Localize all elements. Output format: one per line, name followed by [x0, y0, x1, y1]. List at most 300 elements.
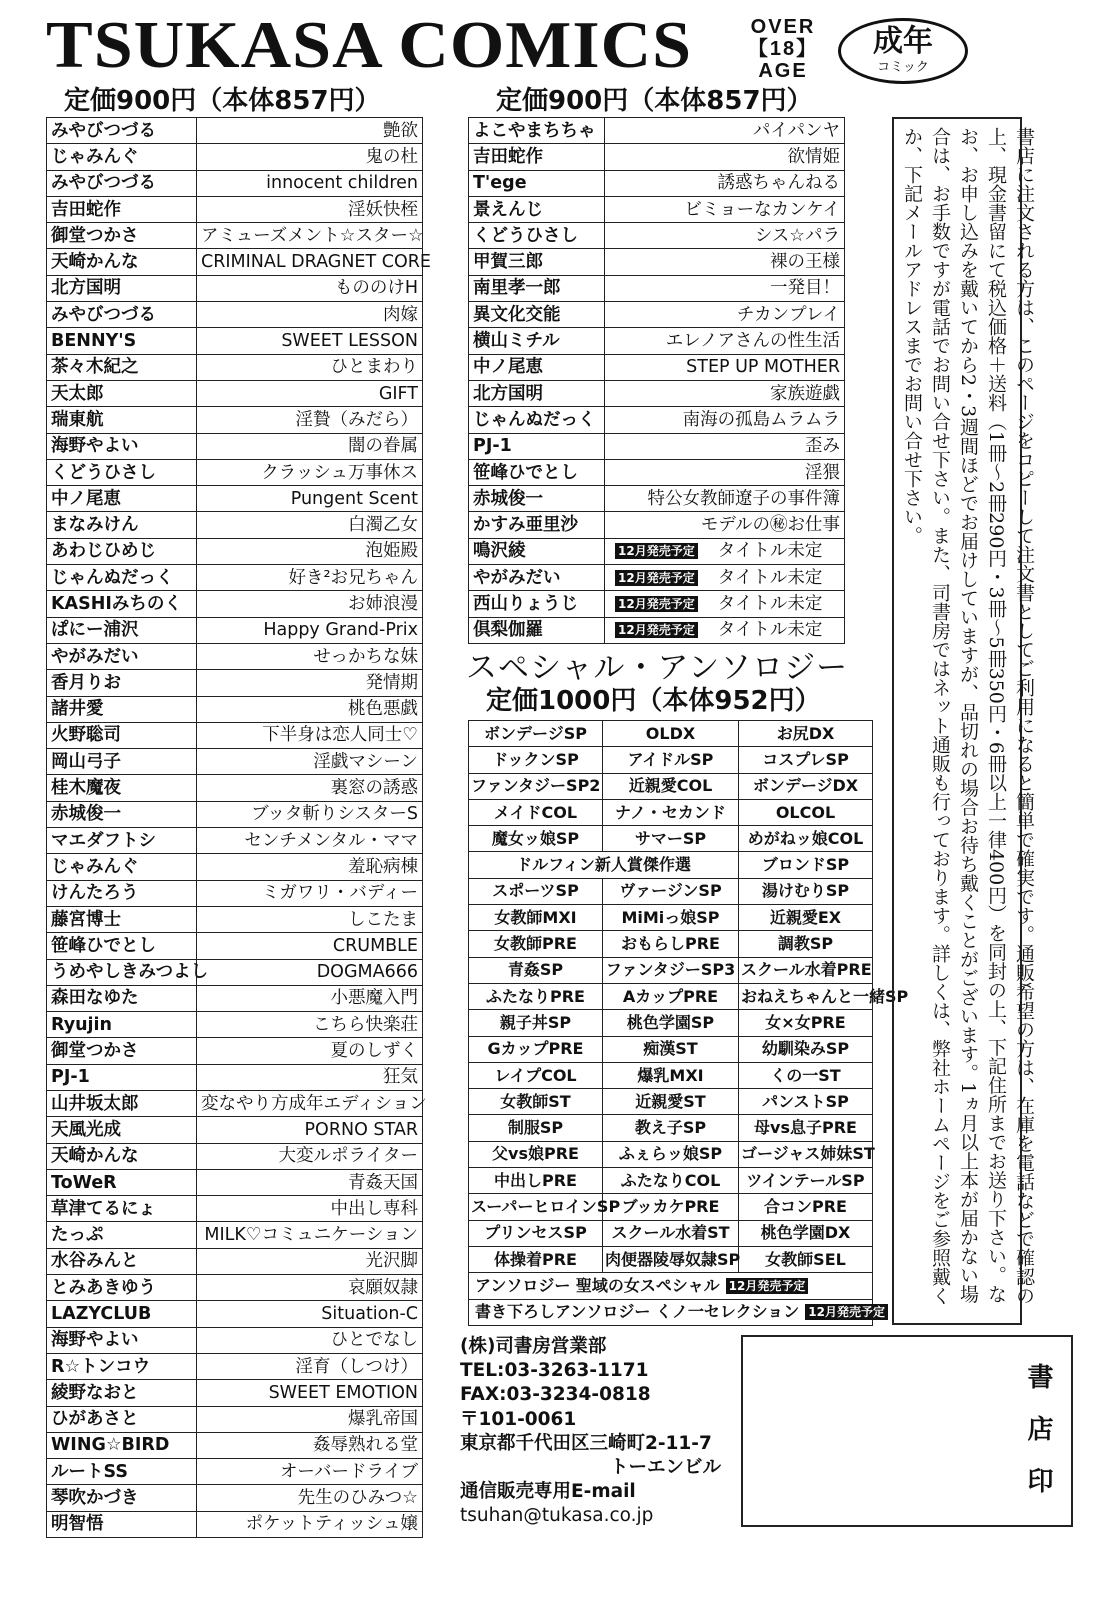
- author-cell: うめやしきみつよし: [47, 959, 197, 985]
- table-row: [469, 591, 845, 617]
- table-row: [47, 486, 423, 512]
- title-cell: [605, 617, 845, 643]
- title-cell: CRIMINAL DRAGNET CORE: [197, 249, 423, 275]
- author-cell: 吉田蛇作: [469, 144, 605, 170]
- table-row: [469, 249, 845, 275]
- release-tag: 12月発売予定: [615, 622, 698, 638]
- title-cell: [605, 565, 845, 591]
- author-cell: Ryujin: [47, 1012, 197, 1038]
- table-row: [47, 617, 423, 643]
- author-cell: ToWeR: [47, 1169, 197, 1195]
- title-cell: 艶欲: [197, 118, 423, 144]
- title-cell: ひとでなし: [197, 1327, 423, 1353]
- author-cell: あわじひめじ: [47, 538, 197, 564]
- table-row: [47, 1117, 423, 1143]
- anthology-cell: ドックンSP: [469, 747, 603, 773]
- title-cell: [605, 354, 845, 380]
- title-text: 誘惑ちゃんねる: [717, 173, 840, 194]
- title-cell: 淫妖快桎: [197, 196, 423, 222]
- table-row: [469, 565, 845, 591]
- title-cell: 発情期: [197, 670, 423, 696]
- anthology-cell: おもらしPRE: [603, 931, 739, 957]
- author-cell: 御堂つかさ: [47, 223, 197, 249]
- table-row: [469, 1036, 873, 1062]
- table-row: [47, 1222, 423, 1248]
- anthology-cell: ブロンドSP: [739, 852, 873, 878]
- author-cell: くどうひさし: [47, 459, 197, 485]
- author-cell: 草津てるにょ: [47, 1196, 197, 1222]
- table-row: [47, 933, 423, 959]
- table-row: [469, 957, 873, 983]
- title-cell: [605, 328, 845, 354]
- author-cell: 赤城俊一: [47, 801, 197, 827]
- title-text: 歪み: [805, 436, 840, 457]
- anthology-cell: 女教師SEL: [739, 1246, 873, 1272]
- title-cell: CRUMBLE: [197, 933, 423, 959]
- table-row: [47, 1064, 423, 1090]
- table-row: [47, 275, 423, 301]
- table-row: [47, 328, 423, 354]
- author-cell: KASHIみちのく: [47, 591, 197, 617]
- title-cell: 下半身は恋人同士♡: [197, 722, 423, 748]
- table-row: [469, 1299, 873, 1325]
- bookstore-stamp-box: [741, 1335, 1073, 1527]
- title-cell: センチメンタル・ママ: [197, 828, 423, 854]
- author-cell: ぱにー浦沢: [47, 617, 197, 643]
- author-cell: 茶々木紀之: [47, 354, 197, 380]
- table-row: [469, 1010, 873, 1036]
- table-row: [47, 1012, 423, 1038]
- title-cell: MILK♡コミュニケーション: [197, 1222, 423, 1248]
- title-cell: GIFT: [197, 380, 423, 406]
- anthology-cell: ヴァージンSP: [603, 878, 739, 904]
- title-text: タイトル未定: [717, 541, 823, 562]
- title-cell: こちら快楽荘: [197, 1012, 423, 1038]
- author-cell: 西山りょうじ: [469, 591, 605, 617]
- author-cell: 天風光成: [47, 1117, 197, 1143]
- table-row: [47, 1353, 423, 1379]
- author-cell: まなみけん: [47, 512, 197, 538]
- table-row: [47, 1485, 423, 1511]
- anthology-cell: 肉便器陵辱奴隷SP: [603, 1246, 739, 1272]
- title-cell: 姦辱熟れる堂: [197, 1432, 423, 1458]
- title-cell: 闇の眷属: [197, 433, 423, 459]
- table-row: [47, 906, 423, 932]
- title-cell: 羞恥病棟: [197, 854, 423, 880]
- table-row: [469, 721, 873, 747]
- author-cell: 桂木魔夜: [47, 775, 197, 801]
- table-row: [47, 591, 423, 617]
- anthology-cell: ふたなりCOL: [603, 1168, 739, 1194]
- release-tag: 12月発売予定: [615, 543, 698, 559]
- table-row: [469, 433, 845, 459]
- author-cell: 藤宮博士: [47, 906, 197, 932]
- title-cell: 変なやり方成年エディション: [197, 1090, 423, 1116]
- special-anthology-title: スペシャル・アンソロジー: [466, 650, 849, 686]
- adult-mark-subtext: コミック: [877, 60, 929, 75]
- table-row: [469, 931, 873, 957]
- table-row: [47, 407, 423, 433]
- title-text: エレノアさんの性生活: [665, 331, 840, 352]
- author-cell: BENNY'S: [47, 328, 197, 354]
- age-badge-line: OVER: [750, 16, 816, 38]
- title-text: パイパンヤ: [752, 120, 840, 141]
- table-row: [469, 983, 873, 1009]
- table-row: [469, 1115, 873, 1141]
- author-cell: ひがあさと: [47, 1406, 197, 1432]
- author-cell: 天太郎: [47, 380, 197, 406]
- author-cell: WING☆BIRD: [47, 1432, 197, 1458]
- age-badge: [736, 16, 830, 82]
- author-cell: けんたろう: [47, 880, 197, 906]
- anthology-cell: スクール水着PRE: [739, 957, 873, 983]
- title-cell: DOGMA666: [197, 959, 423, 985]
- anthology-cell: 親子丼SP: [469, 1010, 603, 1036]
- table-row: [47, 170, 423, 196]
- author-cell: 海野やよい: [47, 1327, 197, 1353]
- title-cell: Happy Grand-Prix: [197, 617, 423, 643]
- table-row: [469, 1168, 873, 1194]
- author-cell: マエダフトシ: [47, 828, 197, 854]
- table-row: [469, 852, 873, 878]
- anthology-cell: ボンデージSP: [469, 721, 603, 747]
- title-cell: [605, 538, 845, 564]
- title-cell: ミガワリ・バディー: [197, 880, 423, 906]
- table-row: [47, 722, 423, 748]
- table-row: [469, 538, 845, 564]
- anthology-cell: コスプレSP: [739, 747, 873, 773]
- anthology-cell: 痴漢ST: [603, 1036, 739, 1062]
- table-row: [469, 380, 845, 406]
- anthology-title: 書き下ろしアンソロジー くノ一セレクション: [475, 1301, 800, 1321]
- table-row: [47, 854, 423, 880]
- title-cell: [605, 433, 845, 459]
- anthology-cell: ナノ・セカンド: [603, 799, 739, 825]
- author-cell: じゃんぬだっく: [47, 565, 197, 591]
- table-row: [47, 670, 423, 696]
- anthology-cell: スクール水着ST: [603, 1220, 739, 1246]
- author-cell: 南里孝一郎: [469, 275, 605, 301]
- anthology-cell: 中出しPRE: [469, 1168, 603, 1194]
- title-cell: [605, 144, 845, 170]
- table-row: [469, 354, 845, 380]
- order-info-box: [892, 117, 1035, 1325]
- title-cell: しこたま: [197, 906, 423, 932]
- anthology-cell: プリンセスSP: [469, 1220, 603, 1246]
- author-cell: 綾野なおと: [47, 1380, 197, 1406]
- anthology-cell: 合コンPRE: [739, 1194, 873, 1220]
- anthology-cell: 体操着PRE: [469, 1246, 603, 1272]
- title-cell: せっかちな妹: [197, 643, 423, 669]
- table-row: [469, 407, 845, 433]
- table-row: [47, 459, 423, 485]
- title-text: ビミョーなカンケイ: [684, 199, 840, 220]
- table-row: [47, 196, 423, 222]
- postal-code: 〒101-0061: [460, 1408, 577, 1430]
- author-cell: 岡山弓子: [47, 749, 197, 775]
- title-cell: [605, 249, 845, 275]
- table-row: [47, 249, 423, 275]
- anthology-cell: ドルフィン新人賞傑作選: [469, 852, 739, 878]
- author-cell: 異文化交能: [469, 302, 605, 328]
- author-cell: 北方国明: [469, 380, 605, 406]
- table-row: [47, 959, 423, 985]
- anthology-cell: OLCOL: [739, 799, 873, 825]
- age-badge-line: 【18】: [747, 38, 819, 60]
- anthology-cell: GカップPRE: [469, 1036, 603, 1062]
- table-row: [47, 643, 423, 669]
- anthology-cell: AカップPRE: [603, 983, 739, 1009]
- left-catalog-table: [46, 117, 431, 1538]
- table-row: [469, 144, 845, 170]
- title-cell: 小悪魔入門: [197, 985, 423, 1011]
- author-cell: 笹峰ひでとし: [469, 459, 605, 485]
- table-row: [47, 749, 423, 775]
- title-cell: 爆乳帝国: [197, 1406, 423, 1432]
- author-cell: じゃみんぐ: [47, 854, 197, 880]
- anthology-cell: 女×女PRE: [739, 1010, 873, 1036]
- title-cell: innocent children: [197, 170, 423, 196]
- author-cell: 海野やよい: [47, 433, 197, 459]
- anthology-cell: 魔女ッ娘SP: [469, 826, 603, 852]
- title-cell: ひとまわり: [197, 354, 423, 380]
- author-cell: じゃんぬだっく: [469, 407, 605, 433]
- title-cell: 桃色悪戯: [197, 696, 423, 722]
- title-cell: 光沢脚: [197, 1248, 423, 1274]
- table-row: [47, 1459, 423, 1485]
- title-cell: 夏のしずく: [197, 1038, 423, 1064]
- anthology-cell: ゴージャス姉妹ST: [739, 1141, 873, 1167]
- author-cell: 景えんじ: [469, 196, 605, 222]
- author-cell: 森田なゆた: [47, 985, 197, 1011]
- author-cell: 火野聡司: [47, 722, 197, 748]
- brand-title: TSUKASA COMICS: [46, 8, 693, 83]
- right-catalog-table: [468, 117, 845, 644]
- release-tag: 12月発売予定: [726, 1278, 809, 1294]
- anthology-cell: 調教SP: [739, 931, 873, 957]
- table-row: [47, 1143, 423, 1169]
- title-cell: [605, 512, 845, 538]
- title-cell: [605, 591, 845, 617]
- title-cell: 淫贄（みだら）: [197, 407, 423, 433]
- table-row: [47, 696, 423, 722]
- anthology-cell: ファンタジーSP2: [469, 773, 603, 799]
- table-row: [47, 1248, 423, 1274]
- title-cell: [605, 196, 845, 222]
- author-cell: みやびつづる: [47, 302, 197, 328]
- title-cell: SWEET LESSON: [197, 328, 423, 354]
- author-cell: やがみだい: [469, 565, 605, 591]
- anthology-cell: 父vs娘PRE: [469, 1141, 603, 1167]
- anthology-cell: 制服SP: [469, 1115, 603, 1141]
- anthology-cell: レイプCOL: [469, 1062, 603, 1088]
- release-tag: 12月発売予定: [615, 570, 698, 586]
- building: トーエンビル: [610, 1457, 722, 1479]
- author-cell: 吉田蛇作: [47, 196, 197, 222]
- title-text: 家族遊戯: [770, 383, 840, 404]
- table-row: [469, 1220, 873, 1246]
- table-row: [469, 826, 873, 852]
- release-tag: 12月発売予定: [805, 1304, 888, 1320]
- table-row: [469, 459, 845, 485]
- author-cell: 北方国明: [47, 275, 197, 301]
- title-cell: [605, 170, 845, 196]
- table-row: [47, 538, 423, 564]
- title-cell: ポケットティッシュ嬢: [197, 1511, 423, 1537]
- author-cell: 香月りお: [47, 670, 197, 696]
- table-row: [469, 328, 845, 354]
- title-text: 欲情姫: [787, 146, 840, 167]
- anthology-cell: ツインテールSP: [739, 1168, 873, 1194]
- title-cell: 淫戯マシーン: [197, 749, 423, 775]
- table-row: [469, 617, 845, 643]
- anthology-cell: 桃色学園SP: [603, 1010, 739, 1036]
- anthology-cell: お尻DX: [739, 721, 873, 747]
- author-cell: みやびつづる: [47, 170, 197, 196]
- table-row: [469, 1273, 873, 1299]
- table-row: [47, 118, 423, 144]
- title-text: 淫猥: [805, 462, 840, 483]
- anthology-cell: 教え子SP: [603, 1115, 739, 1141]
- anthology-cell: ファンタジーSP3: [603, 957, 739, 983]
- table-row: [47, 775, 423, 801]
- title-cell: [605, 459, 845, 485]
- table-row: [469, 747, 873, 773]
- anthology-cell: スーパーヒロインSP: [469, 1194, 603, 1220]
- title-cell: 大変ルポライター: [197, 1143, 423, 1169]
- anthology-cell: 青姦SP: [469, 957, 603, 983]
- table-row: [469, 799, 873, 825]
- anthology-cell: 近親愛COL: [603, 773, 739, 799]
- table-row: [47, 354, 423, 380]
- anthology-cell: ボンデージDX: [739, 773, 873, 799]
- table-row: [47, 512, 423, 538]
- author-cell: T'ege: [469, 170, 605, 196]
- email-link[interactable]: tsuhan@tukasa.co.jp: [460, 1505, 654, 1527]
- adult-comic-mark: [838, 18, 968, 84]
- stamp-label: 書店印: [1023, 1363, 1053, 1519]
- anthology-cell: メイドCOL: [469, 799, 603, 825]
- author-cell: 瑞東航: [47, 407, 197, 433]
- title-cell: 淫育（しつけ）: [197, 1353, 423, 1379]
- title-cell: アミューズメント☆スター☆: [197, 223, 423, 249]
- anthology-cell: パンストSP: [739, 1089, 873, 1115]
- author-cell: PJ-1: [47, 1064, 197, 1090]
- title-text: 一発目！: [770, 278, 840, 299]
- title-cell: SWEET EMOTION: [197, 1380, 423, 1406]
- author-cell: 中ノ尾恵: [469, 354, 605, 380]
- title-text: チカンプレイ: [736, 304, 840, 325]
- table-row: [47, 380, 423, 406]
- title-text: 特公女教師遼子の事件簿: [647, 488, 840, 509]
- anthology-cell: 女教師ST: [469, 1089, 603, 1115]
- table-row: [47, 144, 423, 170]
- title-cell: ブッタ斬りシスターS: [197, 801, 423, 827]
- table-row: [47, 1432, 423, 1458]
- title-text: タイトル未定: [717, 567, 823, 588]
- anthology-cell: サマーSP: [603, 826, 739, 852]
- company-name: (株)司書房営業部: [460, 1336, 607, 1357]
- table-row: [469, 1062, 873, 1088]
- author-cell: 横山ミチル: [469, 328, 605, 354]
- title-cell: クラッシュ万事休ス: [197, 459, 423, 485]
- email-label: 通信販売専用E-mail: [460, 1481, 636, 1503]
- table-row: [47, 1196, 423, 1222]
- title-cell: 中出し専科: [197, 1196, 423, 1222]
- anthology-cell: くの一ST: [739, 1062, 873, 1088]
- adult-mark-text: 成年: [873, 24, 933, 59]
- table-row: [47, 1169, 423, 1195]
- author-cell: 水谷みんと: [47, 1248, 197, 1274]
- title-cell: Pungent Scent: [197, 486, 423, 512]
- anthology-cell: MiMiっ娘SP: [603, 905, 739, 931]
- table-row: [469, 118, 845, 144]
- title-cell: 鬼の杜: [197, 144, 423, 170]
- table-row: [469, 170, 845, 196]
- title-cell: 哀願奴隷: [197, 1275, 423, 1301]
- author-cell: くどうひさし: [469, 223, 605, 249]
- title-cell: 裏窓の誘惑: [197, 775, 423, 801]
- title-cell: 青姦天国: [197, 1169, 423, 1195]
- table-row: [469, 223, 845, 249]
- author-cell: R☆トンコウ: [47, 1353, 197, 1379]
- table-row: [47, 880, 423, 906]
- table-row: [47, 1038, 423, 1064]
- special-price: 定価1000円（本体952円）: [486, 686, 821, 716]
- author-cell: ルートSS: [47, 1459, 197, 1485]
- title-text: タイトル未定: [717, 620, 823, 641]
- release-tag: 12月発売予定: [615, 596, 698, 612]
- author-cell: PJ-1: [469, 433, 605, 459]
- title-cell: オーバードライブ: [197, 1459, 423, 1485]
- author-cell: 天崎かんな: [47, 1143, 197, 1169]
- anthology-cell: 近親愛ST: [603, 1089, 739, 1115]
- author-cell: 諸井愛: [47, 696, 197, 722]
- price-right: 定価900円（本体857円）: [496, 86, 813, 116]
- anthology-cell: おねえちゃんと一緒SP: [739, 983, 873, 1009]
- table-row: [47, 1301, 423, 1327]
- table-row: [469, 1141, 873, 1167]
- table-row: [469, 196, 845, 222]
- table-row: [47, 801, 423, 827]
- author-cell: じゃみんぐ: [47, 144, 197, 170]
- title-text: モデルの㊙お仕事: [700, 515, 840, 536]
- table-row: [469, 302, 845, 328]
- table-row: [47, 828, 423, 854]
- author-cell: 山井坂太郎: [47, 1090, 197, 1116]
- anthology-cell: 幼馴染みSP: [739, 1036, 873, 1062]
- title-cell: 白濁乙女: [197, 512, 423, 538]
- title-cell: 泡姫殿: [197, 538, 423, 564]
- special-anthology-table: [468, 720, 909, 1326]
- table-row: [469, 512, 845, 538]
- table-row: [47, 1090, 423, 1116]
- table-row: [47, 302, 423, 328]
- table-row: [47, 1275, 423, 1301]
- anthology-cell: ブッカケPRE: [603, 1194, 739, 1220]
- title-cell: PORNO STAR: [197, 1117, 423, 1143]
- address: 東京都千代田区三崎町2-11-7: [460, 1432, 712, 1454]
- table-row: [47, 1511, 423, 1537]
- title-cell: [605, 407, 845, 433]
- anthology-cell: 近親愛EX: [739, 905, 873, 931]
- table-row: [47, 1406, 423, 1432]
- table-row: [469, 773, 873, 799]
- title-cell: 先生のひみつ☆: [197, 1485, 423, 1511]
- title-cell: 好き²お兄ちゃん: [197, 565, 423, 591]
- table-row: [469, 878, 873, 904]
- anthology-title: アンソロジー 聖域の女スペシャル: [475, 1275, 720, 1295]
